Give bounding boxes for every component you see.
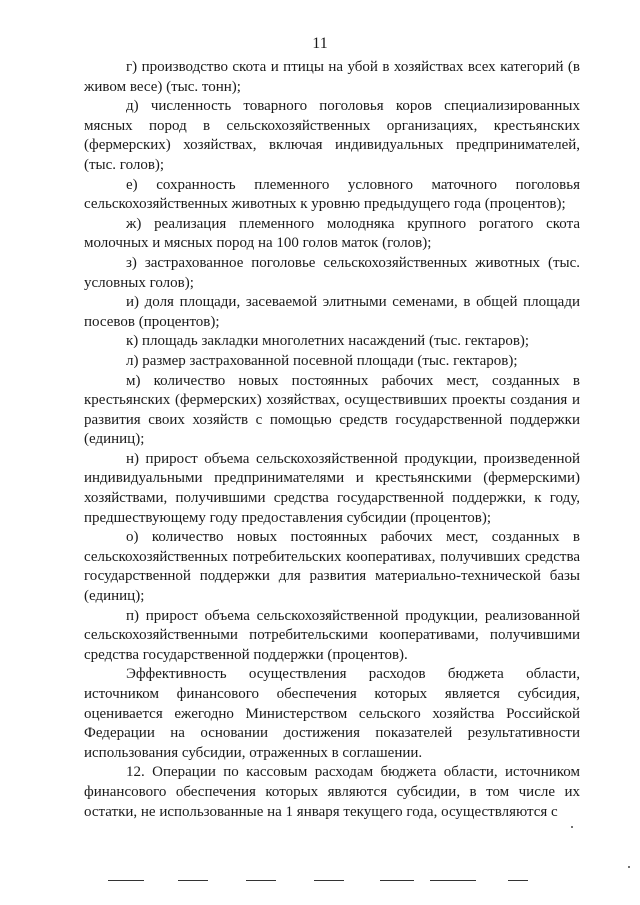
footer-rule	[108, 880, 144, 881]
document-body	[84, 58, 580, 822]
item-i: и) доля площади, засеваемой элитными семенами, в общей площади посевов (процентов);	[84, 294, 580, 330]
scan-speck	[628, 866, 630, 868]
scan-speck	[571, 826, 573, 828]
item-o: о) количество новых постоянных рабочих мест, созданных в сельскохозяйственных потребительских кооперативах, получивших средства государственной поддержки для развития материально-технической базы (единиц);	[84, 529, 580, 605]
item-g: г) производство скота и птицы на убой в хозяйствах всех категорий (в живом весе) (тыс. тонн);	[84, 59, 580, 95]
item-e: е) сохранность племенного условного маточного поголовья сельскохозяйственных животных к уровню предыдущего года (процентов);	[84, 176, 580, 213]
section-12-paragraph: 12. Операции по кассовым расходам бюджета области, источником финансового обеспечения которых являются субсидии, в том числе их остатки, не использованные на 1 января текущего года, осуществляются с	[84, 764, 580, 820]
footer-rule	[380, 880, 414, 881]
footer-separator-lines	[108, 880, 528, 884]
efficiency-paragraph: Эффективность осуществления расходов бюджета области, источником финансового обеспечения которых является субсидия, оценивается ежегодно Министерством сельского хозяйства Российской Федерации на основании достижения показателей результативности использования субсидии, отраженных в соглашении.	[84, 666, 580, 761]
footer-rule	[246, 880, 276, 881]
item-n: н) прирост объема сельскохозяйственной продукции, произведенной индивидуальными предпринимателями и крестьянскими (фермерскими) хозяйствами, получившими средства государственной поддержки, к году, предшествующему году предоставления субсидии (процентов);	[84, 450, 580, 526]
footer-rule	[178, 880, 208, 881]
footer-rule	[508, 880, 528, 881]
item-zh: ж) реализация племенного молодняка крупного рогатого скота молочных и мясных пород на 100 голов маток (голов);	[84, 215, 580, 252]
item-l: л) размер застрахованной посевной площади (тыс. гектаров);	[126, 352, 518, 369]
page-number: 11	[312, 35, 328, 52]
item-z: з) застрахованное поголовье сельскохозяйственных животных (тыс. условных голов);	[84, 254, 580, 291]
footer-rule	[430, 880, 476, 881]
item-d: д) численность товарного поголовья коров специализированных мясных пород в сельскохозяйственных организациях, крестьянских (фермерских) хозяйствах, включая индивидуальных предпринимателей, (тыс. голов);	[84, 98, 580, 173]
item-p: п) прирост объема сельскохозяйственной продукции, реализованной сельскохозяйственными потребительскими кооперативами, получившими средства государственной поддержки (процентов).	[84, 607, 580, 663]
item-k: к) площадь закладки многолетних насаждений (тыс. гектаров);	[126, 333, 530, 350]
item-m: м) количество новых постоянных рабочих мест, созданных в крестьянских (фермерских) хозяйствах, осуществивших проекты создания и развития своих хозяйств с помощью средств государственной поддержки (единиц);	[84, 372, 580, 448]
footer-rule	[314, 880, 344, 881]
